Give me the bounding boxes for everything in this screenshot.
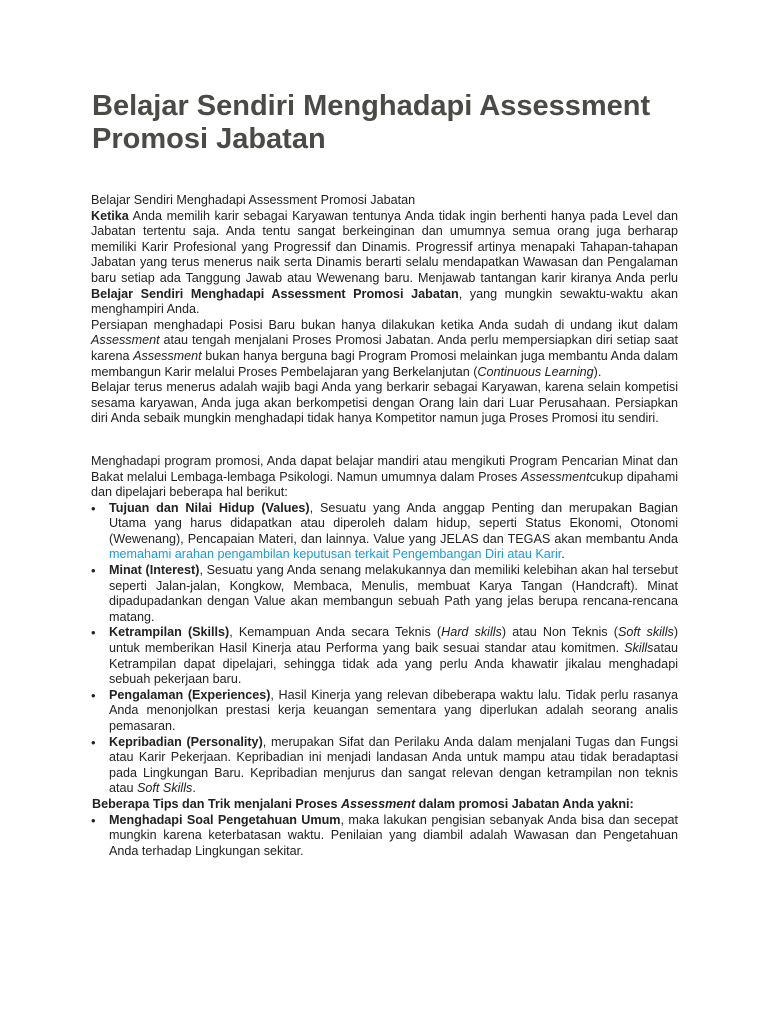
list-item: • Pengalaman (Experiences), Hasil Kinerja yang relevan dibeberapa waktu lalu. Tidak perlu rasanya Anda menonjolkan prestasi kerja keuangan sementara yang diperlukan adalah seorang analis pemasaran. <box>91 688 678 735</box>
list-item: • Kepribadian (Personality), merupakan Sifat dan Perilaku Anda dalam menjalani Tugas dan Fungsi atau Karir Pekerjaan. Kepribadian ini menjadi landasan Anda untuk mampu atau tidak beradaptasi pada Lingkungan Baru. Kepribadian menjurus dan sangat relevan dengan ketrampilan non teknis atau Soft Skills. <box>91 735 678 797</box>
paragraph-3: Belajar terus menerus adalah wajib bagi Anda yang berkarir sebagai Karyawan, karena selain kompetisi sesama karyawan, Anda juga akan berkompetisi dengan Orang lain dari Luar Perusahaan. Persiapkan diri Anda sebaik mungkin menghadapi tidak hanya Kompetitor namun juga Proses Promosi itu sendiri. <box>91 380 678 426</box>
paragraph-2: Persiapan menghadapi Posisi Baru bukan hanya dilakukan ketika Anda sudah di undang ikut dalam Assessment atau tengah menjalani Proses Promosi Jabatan. Anda perlu mempersiapkan diri setiap saat karena Assessment bukan hanya berguna bagi Program Promosi melainkan juga membantu Anda dalam membangun Karir melalui Proses Pembelajaran yang Berkelanjutan (Continuous Learning). <box>91 317 678 379</box>
list-item: • Minat (Interest), Sesuatu yang Anda senang melakukannya dan memiliki kelebihan akan hal tersebut seperti Jalan-jalan, Kongkow, Membaca, Menulis, membuat Karya Tangan (Handcraft). Minat dipadupadankan dengan Value akan membangun sebuah Path yang jelas berupa rencana-rencana matang. <box>91 563 678 625</box>
paragraph-4: Menghadapi program promosi, Anda dapat belajar mandiri atau mengikuti Program Pencarian Minat dan Bakat melalui Lembaga-lembaga Psikologi. Namun umumnya dalam Proses Assessmentcukup dipahami dan dipelajari beberapa hal berikut: <box>91 453 678 500</box>
aspect-list <box>91 501 678 797</box>
document-body <box>91 193 678 859</box>
paragraph-gap <box>91 427 678 454</box>
subtitle: Belajar Sendiri Menghadapi Assessment Promosi Jabatan <box>91 193 416 207</box>
intro-bold-phrase: Belajar Sendiri Menghadapi Assessment Promosi Jabatan <box>91 286 459 301</box>
list-item: • Ketrampilan (Skills), Kemampuan Anda secara Teknis (Hard skills) atau Non Teknis (Soft skills) untuk memberikan Hasil Kinerja atau Performa yang baik sesuai standar atau komitmen. Skillsatau Ketrampilan dapat dipelajari, sehingga tidak ada yang perlu Anda khawatir jikalau menghadapi sebuah pekerjaan baru. <box>91 625 678 687</box>
page-title: Belajar Sendiri Menghadapi Assessment Promosi Jabatan <box>92 90 651 155</box>
list-item: • Menghadapi Soal Pengetahuan Umum, maka lakukan pengisian sebanyak Anda bisa dan secepat mungkin karena keterbatasan waktu. Penilaian yang diambil adalah Wawasan dan Pengetahuan Anda terhadap Lingkungan sekitar. <box>91 813 678 860</box>
tips-list <box>91 813 678 860</box>
list-item: • Tujuan dan Nilai Hidup (Values), Sesuatu yang Anda anggap Penting dan merupakan Bagian Utama yang harus didapatkan atau diperoleh dalam hidup, seperti Status Ekonomi, Otonomi (Wewenang), Pencapaian Materi, dan lainnya. Value yang JELAS dan TEGAS akan membantu Anda memahami arahan pengambilan keputusan terkait Pengembangan Diri atau Karir. <box>91 501 678 563</box>
career-decision-link[interactable]: memahami arahan pengambilan keputusan terkait Pengembangan Diri atau Karir <box>109 547 562 562</box>
intro-lead: Ketika <box>91 208 129 223</box>
intro-paragraph: Ketika Anda memilih karir sebagai Karyawan tentunya Anda tidak ingin berhenti hanya pada Level dan Jabatan tertentu saja. Anda tentu sangat berkeinginan dan umumnya semua orang juga berharap memiliki Karir Profesional yang Progressif dan Dinamis. Progressif artinya menapaki Tahapan-tahapan Jabatan yang terus menerus naik serta Dinamis berarti selalu mendapatkan Wawasan dan Pengalaman baru setiap ada Tanggung Jawab atau Wewenang baru. Menjawab tantangan karir kiranya Anda perlu Belajar Sendiri Menghadapi Assessment Promosi Jabatan, yang mungkin sewaktu-waktu akan menghampiri Anda. <box>91 208 678 317</box>
tips-heading: Beberapa Tips dan Trik menjalani Proses Assessment dalam promosi Jabatan Anda yakni: <box>92 796 634 811</box>
